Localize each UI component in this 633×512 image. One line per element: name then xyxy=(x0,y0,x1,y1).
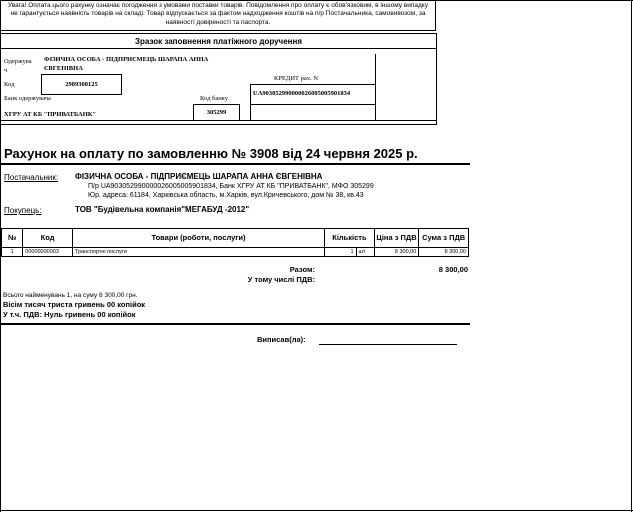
row-unit: шт xyxy=(356,248,374,257)
supplier-label: Постачальник: xyxy=(4,173,59,182)
credit-label: КРЕДИТ рах. N xyxy=(274,75,318,82)
row-sum: 8 300,00 xyxy=(419,248,469,257)
payment-notice: Увага! Оплата цього рахунку означає погодження з умовами поставки товарів. Повідомлення про оплату є обов'язковим, в іншому випадку не гарантується наявність товарів на складі. Товар відпускається за фактом надходження коштів на п/р Постачальника, самовивозом, за наявності довіреності та паспорта. xyxy=(0,0,436,31)
vat-in-words: У т.ч. ПДВ: Нуль гривень 00 копійок xyxy=(3,310,136,319)
bank-account-box xyxy=(250,104,376,121)
recipient-name-cont: ЄВГЕНІВНА xyxy=(44,65,83,72)
col-header-sum: Сума з ПДВ xyxy=(419,229,469,248)
code-value: 2989308125 xyxy=(65,81,98,88)
bank-code-value: 305299 xyxy=(206,109,227,116)
sample-title: Зразок заповнення платіжного доручення xyxy=(135,37,302,46)
col-header-goods: Товари (роботи, послуги) xyxy=(72,229,324,248)
table-header-row xyxy=(2,229,469,248)
recipient-name: ФІЗИЧНА ОСОБА - ПІДПРИЄМЕЦЬ ШАРАПА АННА xyxy=(44,56,209,63)
bank-label: Банк одержувача xyxy=(4,95,51,102)
goods-table xyxy=(1,228,469,257)
col-header-num: № xyxy=(2,229,23,248)
frame-right-line xyxy=(631,0,632,512)
total-value: 8 300,00 xyxy=(438,265,468,274)
sample-title-divider xyxy=(1,48,436,49)
row-goods-name: Транспортні послуги xyxy=(72,248,324,257)
buyer-label: Покупець: xyxy=(4,206,42,215)
invoice-title: Рахунок на оплату по замовленню № 3908 від 24 червня 2025 р. xyxy=(4,146,418,161)
total-label: Разом: xyxy=(289,265,315,274)
items-summary: Всього найменувань 1, на суму 8 300,00 грн. xyxy=(3,292,138,299)
code-label: Код xyxy=(4,81,15,88)
row-code: 00000000003 xyxy=(23,248,73,257)
recipient-label-cont: ч xyxy=(4,67,8,74)
col-header-qty: Кількість xyxy=(325,229,375,248)
col-header-code: Код xyxy=(23,229,73,248)
table-row xyxy=(2,248,469,257)
summary-divider xyxy=(1,323,470,325)
payment-order-sample xyxy=(0,33,437,125)
bank-code-label: Код банку xyxy=(200,95,228,102)
sample-right-rule xyxy=(375,54,376,84)
vat-label: У тому числі ПДВ: xyxy=(247,275,315,284)
buyer-name: ТОВ "Будівельна компанія"МЕГАБУД -2012" xyxy=(75,205,250,214)
signature-line xyxy=(319,344,457,345)
supplier-address: Юр. адреса: 61184, Харківська область, м.Харків, вул.Кричевського, дом № 38, кв.43 xyxy=(88,192,364,199)
supplier-name: ФІЗИЧНА ОСОБА - ПІДПРИЄМЕЦЬ ШАРАПА АННА ЄВГЕНІВНА xyxy=(75,172,323,181)
frame-bottom-line xyxy=(0,510,633,511)
supplier-bank-details: П/р UA903052990000026005005901834, Банк ХГРУ АТ КБ "ПРИВАТБАНК", МФО 305299 xyxy=(88,183,374,190)
row-num: 1 xyxy=(2,248,23,257)
amount-in-words: Вісім тисяч триста гривень 00 копійок xyxy=(3,300,146,309)
account-value: UA903052990000026005005901834 xyxy=(253,90,351,97)
recipient-label: Одержува xyxy=(4,58,32,65)
row-price: 8 300,00 xyxy=(374,248,419,257)
row-qty: 1 xyxy=(325,248,356,257)
col-header-price: Ціна з ПДВ xyxy=(374,229,419,248)
signature-label: Виписав(ла): xyxy=(257,335,306,344)
title-underline xyxy=(1,163,470,165)
bank-name: ХГРУ АТ КБ "ПРИВАТБАНК" xyxy=(4,111,97,118)
